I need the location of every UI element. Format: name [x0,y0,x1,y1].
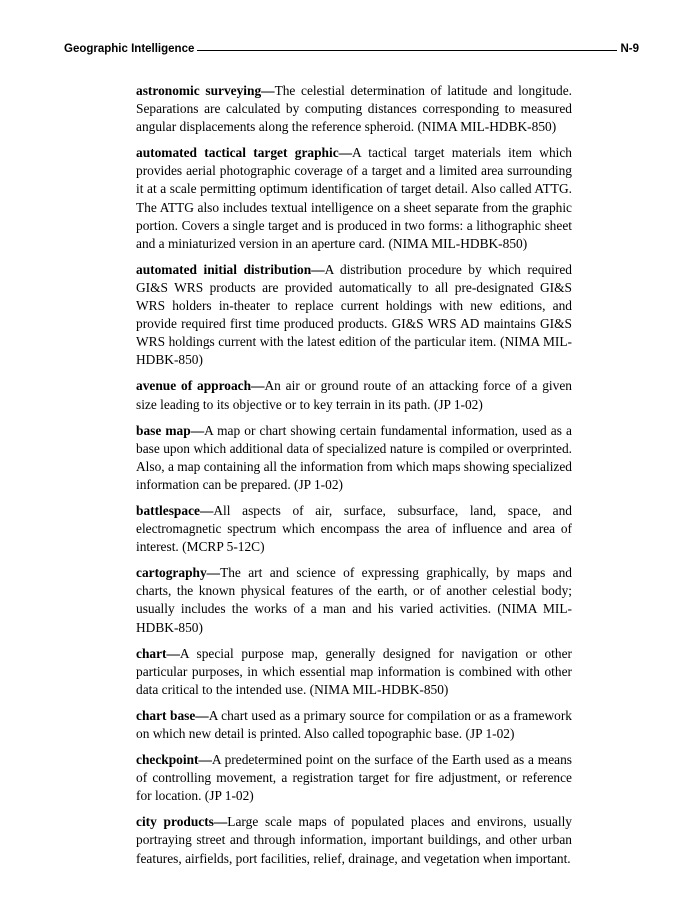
glossary-term: city products [136,814,214,830]
glossary-term: base map [136,422,191,438]
glossary-entry: chart base—A chart used as a primary source for compilation or as a framework on which new detail is printed. Also called topographic base. (JP 1-02) [136,707,572,741]
glossary-entry: avenue of approach—An air or ground route of an attacking force of a given size leading to its objective or to key terrain in its path. (JP 1-02) [136,378,572,412]
glossary-term: chart base [136,707,196,723]
glossary-entry: battlespace—All aspects of air, surface, subsurface, land, space, and electromagnetic spectrum which encompass the area of influence and area of interest. (MCRP 5-12C) [136,502,572,555]
glossary-definition: The art and science of expressing graphically, by maps and charts, the known physical features of the earth, or of another celestial body; usually includes the works of a man and his varied activities. (NIMA MIL-HDBK-850) [136,565,572,635]
page-number: N-9 [620,43,639,55]
glossary-term: automated initial distribution [136,261,312,277]
glossary-entry: chart—A special purpose map, generally designed for navigation or other particular purposes, in which essential map information is combined with other data critical to the intended use. (NIMA MIL-HDBK-850) [136,645,572,697]
glossary-definition: Large scale maps of populated places and environs, usually portraying street and through information, important buildings, and other urban features, airfields, port facilities, relief, drainage, and vegetation when important. [136,814,572,866]
glossary-entry: cartography—The art and science of expressing graphically, by maps and charts, the known physical features of the earth, or of another celestial body; usually includes the works of a man and his varied activities. (NIMA MIL-HDBK-850) [136,565,572,635]
glossary-definition: A special purpose map, generally designed for navigation or other particular purposes, in which essential map information is combined with other data critical to the intended use. (NIMA MIL-HDBK-850) [136,645,572,697]
glossary-definition: A chart used as a primary source for compilation or as a framework on which new detail is printed. Also called topographic base. (JP 1-02) [136,707,572,741]
glossary-entry: automated initial distribution—A distribution procedure by which required GI&S WRS products are provided automatically to all pre-designated GI&S WRS holders in-theater to replace current holdings with new editions, and provide required first time produced products. GI&S WRS AD maintains GI&S WRS holdings current with the latest edition of the particular item. (NIMA MIL-HDBK-850) [136,261,572,368]
glossary-definition: A distribution procedure by which required GI&S WRS products are provided automatically to all pre-designated GI&S WRS holders in-theater to replace current holdings with new editions, and provide required first time produced products. GI&S WRS AD maintains GI&S WRS holdings current with the latest edition of the particular item. (NIMA MIL-HDBK-850) [136,261,572,368]
page-header [64,40,639,58]
header-rule [197,50,617,51]
glossary-definition: The celestial determination of latitude and longitude. Separations are calculated by computing distances corresponding to measured angular displacements along the reference spheroid. (NIMA MIL-HDBK-850) [136,83,573,135]
glossary-term: cartography [136,565,207,581]
glossary-term: automated tactical target graphic [136,145,339,161]
section-title: Geographic Intelligence [64,43,195,55]
glossary-term: chart [136,645,167,661]
glossary-entry: base map—A map or chart showing certain fundamental information, used as a base upon which additional data of specialized nature is compiled or overprinted. Also, a map containing all the information from which maps showing specialized information can be prepared. (JP 1-02) [136,422,572,492]
glossary-entry: astronomic surveying—The celestial determination of latitude and longitude. Separations are calculated by computing distances corresponding to measured angular displacements along the reference spheroid. (NIMA MIL-HDBK-850) [136,83,573,135]
glossary-definition: All aspects of air, surface, subsurface, land, space, and electromagnetic spectrum which encompass the area of influence and area of interest. (MCRP 5-12C) [136,502,572,555]
glossary-entry: automated tactical target graphic—A tactical target materials item which provides aerial photographic coverage of a target and a limited area surrounding it at a scale permitting optimum identification of target detail. Also called ATTG. The ATTG also includes textual intelligence on a sheet separate from the graphic portion. Covers a single target and is produced in two forms: a lithographic sheet and a miniaturized version in an aperture card. (NIMA MIL-HDBK-850) [136,145,573,251]
glossary-entry: checkpoint—A predetermined point on the surface of the Earth used as a means of controlling movement, a registration target for fire adjustment, or reference for location. (JP 1-02) [136,752,572,804]
glossary-definition: A map or chart showing certain fundamental information, used as a base upon which additional data of specialized nature is compiled or overprinted. Also, a map containing all the information from which maps showing specialized information can be prepared. (JP 1-02) [136,422,572,492]
glossary-definition: A tactical target materials item which provides aerial photographic coverage of a target and a limited area surrounding it at a scale permitting optimum identification of target detail. Also called ATTG. The ATTG also includes textual intelligence on a sheet separate from the graphic portion. Covers a single target and is produced in two forms: a lithographic sheet and a miniaturized version in an aperture card. (NIMA MIL-HDBK-850) [136,145,573,251]
glossary-definition: A predetermined point on the surface of the Earth used as a means of controlling movement, a registration target for fire adjustment, or reference for location. (JP 1-02) [136,752,572,804]
glossary-body [136,82,572,876]
glossary-term: avenue of approach [136,378,252,394]
glossary-definition: An air or ground route of an attacking force of a given size leading to its objective or to key terrain in its path. (JP 1-02) [136,378,572,412]
glossary-term: battlespace [136,502,200,518]
glossary-entry: city products—Large scale maps of populated places and environs, usually portraying street and through information, important buildings, and other urban features, airfields, port facilities, relief, drainage, and vegetation when important. [136,814,572,866]
glossary-term: checkpoint [136,752,199,768]
glossary-term: astronomic surveying [136,83,262,98]
